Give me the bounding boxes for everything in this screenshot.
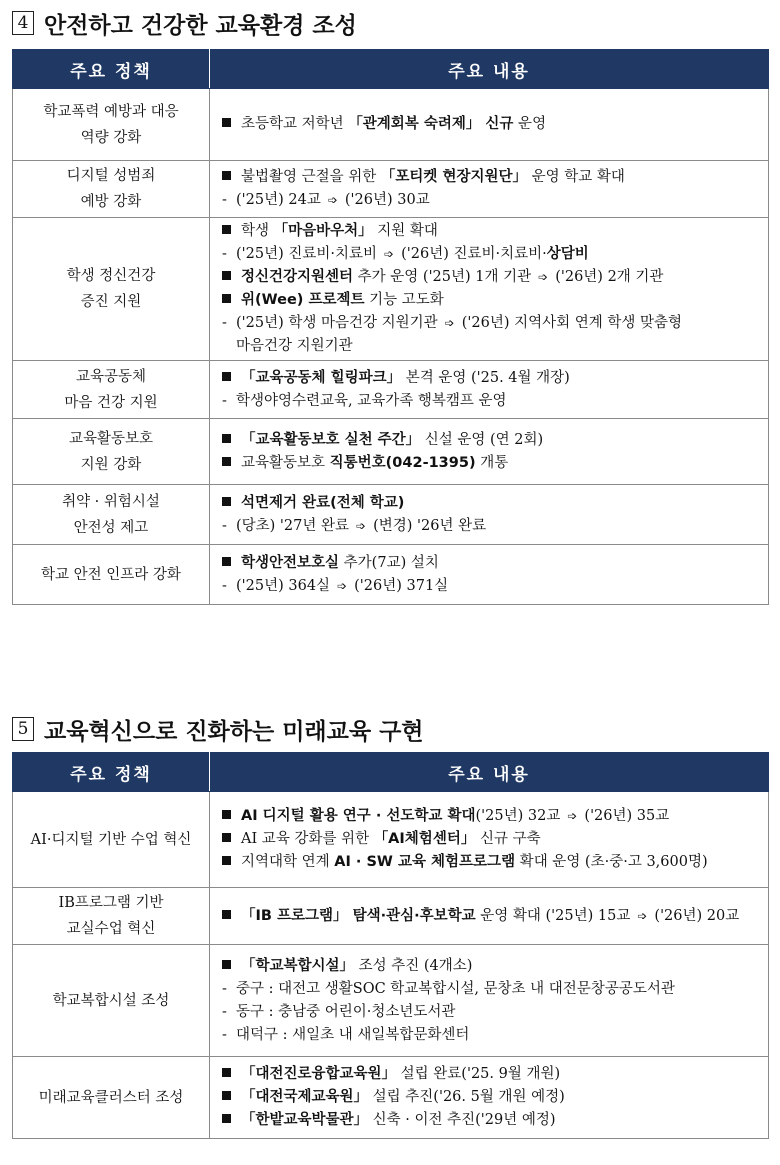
arrow-icon: ➩ <box>384 247 395 261</box>
bullet-item <box>222 166 760 189</box>
bullet-item <box>222 492 760 515</box>
emphasis-text: 「교육공동체 힐링파크」 <box>241 369 402 386</box>
text: 신규 구축 <box>475 831 541 847</box>
content-cell <box>210 89 769 161</box>
policy-cell <box>13 485 210 545</box>
text: 초등학교 저학년 <box>241 116 349 132</box>
policy-text: 마음 건강 지원 <box>64 394 158 411</box>
content-cell <box>210 218 769 361</box>
arrow-icon: ➩ <box>538 270 549 284</box>
content-cell <box>210 792 769 888</box>
text: ('26년) 2개 기관 <box>555 269 664 285</box>
square-bullet-icon <box>222 856 231 865</box>
sub-item <box>222 312 760 335</box>
table-row <box>13 361 769 419</box>
bullet-item <box>222 1086 760 1109</box>
dash-marker: - <box>222 246 227 262</box>
square-bullet-icon <box>222 457 231 466</box>
emphasis-text: 「학교복합시설」 <box>241 957 355 974</box>
section-4-title-text: 안전하고 건강한 교육환경 조성 <box>44 12 357 39</box>
section-4-table <box>12 49 769 605</box>
square-bullet-icon <box>222 118 231 127</box>
text: 학생 <box>241 223 274 239</box>
policy-text: 학교복합시설 조성 <box>52 992 170 1009</box>
table-row <box>13 545 769 605</box>
content-cell <box>210 545 769 605</box>
square-bullet-icon <box>222 1068 231 1077</box>
content-cell <box>210 888 769 945</box>
text: 설립 추진('26. 5월 개원 예정) <box>368 1089 565 1105</box>
square-bullet-icon <box>222 171 231 180</box>
text: (당초) '27년 완료 <box>236 517 350 534</box>
section-4-body <box>13 89 769 605</box>
bullet-item <box>222 905 760 928</box>
table-row <box>13 161 769 218</box>
bullet-item <box>222 805 760 828</box>
policy-text: 예방 강화 <box>80 194 142 210</box>
arrow-icon: ➩ <box>444 316 455 330</box>
policy-text: AI·디지털 기반 수업 혁신 <box>30 831 192 848</box>
section-4 <box>12 6 768 605</box>
text: 마음건강 지원기관 <box>236 338 353 354</box>
sub-item <box>222 243 760 266</box>
text: ('26년) 30교 <box>344 192 430 208</box>
text: ('25년) 학생 마음건강 지원기관 <box>236 315 438 331</box>
text: 본격 운영 ('25. 4월 개장) <box>401 369 570 386</box>
table-row <box>13 792 769 888</box>
emphasis-text: 「마음바우처」 <box>273 223 373 239</box>
text: ('26년) 지역사회 연계 학생 맞춤형 <box>461 315 682 331</box>
text: 운영 확대 ('25년) 15교 <box>475 907 631 924</box>
square-bullet-icon <box>222 960 231 969</box>
text: 기능 고도화 <box>364 292 444 308</box>
emphasis-text: AI 디지털 활용 연구 · 선도학교 확대 <box>241 808 476 824</box>
text: 중구 : 대전고 생활SOC 학교복합시설, 문창초 내 대전문창공공도서관 <box>236 980 675 997</box>
square-bullet-icon <box>222 910 231 919</box>
text: 운영 학교 확대 <box>527 169 625 185</box>
policy-text: 학교폭력 예방과 대응 <box>43 103 179 120</box>
section-4-title <box>12 6 768 40</box>
text: 신설 운영 (연 2회) <box>420 431 544 448</box>
square-bullet-icon <box>222 434 231 443</box>
text: 추가 운영 ('25년) 1개 기관 <box>353 269 532 285</box>
emphasis-text: 「한밭교육박물관」 <box>241 1112 369 1128</box>
header-content: 주요 내용 <box>210 50 769 89</box>
bullet-item <box>222 828 760 851</box>
policy-cell <box>13 945 210 1057</box>
policy-cell <box>13 792 210 888</box>
square-bullet-icon <box>222 372 231 381</box>
text: AI 교육 강화를 위한 <box>241 831 374 847</box>
sub-item <box>222 390 760 413</box>
text: 대덕구 : 새일초 내 새일복합문화센터 <box>236 1026 470 1043</box>
bullet-item <box>222 1063 760 1086</box>
emphasis-text: AI · SW 교육 체험프로그램 <box>334 854 516 870</box>
emphasis-text: 석면제거 완료(전체 학교) <box>241 494 405 511</box>
policy-text: 안전성 제고 <box>73 519 149 536</box>
sub-item <box>222 335 760 358</box>
bullet-item <box>222 220 760 243</box>
header-row <box>13 50 769 89</box>
sub-item <box>222 575 760 598</box>
table-row <box>13 485 769 545</box>
emphasis-text: 학생안전보호실 <box>241 554 340 571</box>
content-cell <box>210 161 769 218</box>
header-policy: 주요 정책 <box>13 753 210 792</box>
square-bullet-icon <box>222 271 231 280</box>
dash-marker: - <box>222 1026 227 1043</box>
emphasis-text: 「IB 프로그램」 탐색·관심·후보학교 <box>241 907 476 924</box>
section-5-title <box>12 712 768 746</box>
policy-cell <box>13 545 210 605</box>
dash-marker: - <box>222 192 227 208</box>
policy-cell <box>13 361 210 419</box>
sub-item <box>222 189 760 212</box>
text: ('26년) 20교 <box>654 907 740 924</box>
sub-item <box>222 1001 760 1024</box>
text: ('26년) 진료비·치료비· <box>401 246 547 262</box>
policy-text: 교육공동체 <box>75 368 147 385</box>
bullet-item <box>222 452 760 475</box>
sub-item <box>222 978 760 1001</box>
arrow-icon: ➩ <box>567 809 578 823</box>
arrow-icon: ➩ <box>637 908 648 923</box>
arrow-icon: ➩ <box>337 578 348 593</box>
text: 신축 · 이전 추진('29년 예정) <box>368 1112 556 1128</box>
square-bullet-icon <box>222 833 231 842</box>
policy-cell <box>13 161 210 218</box>
policy-cell <box>13 89 210 161</box>
bullet-item <box>222 113 760 136</box>
policy-cell <box>13 218 210 361</box>
section-5-body <box>13 792 769 1139</box>
bullet-item <box>222 429 760 452</box>
policy-text: 역량 강화 <box>80 129 142 146</box>
content-cell <box>210 945 769 1057</box>
emphasis-text: 직통번호(042-1395) <box>329 454 476 471</box>
arrow-icon: ➩ <box>356 518 367 533</box>
text: ('25년) 진료비·치료비 <box>236 246 378 262</box>
text: ('26년) 35교 <box>584 808 670 824</box>
dash-marker: - <box>222 577 227 594</box>
emphasis-text: 상담비 <box>546 246 589 262</box>
text: ('25년) 24교 <box>236 192 321 208</box>
square-bullet-icon <box>222 1114 231 1123</box>
policy-text: IB프로그램 기반 <box>58 895 164 911</box>
policy-text: 취약 · 위험시설 <box>62 493 160 510</box>
bullet-item <box>222 266 760 289</box>
text: ('26년) 371실 <box>354 577 449 594</box>
arrow-icon: ➩ <box>327 193 338 207</box>
header-row <box>13 753 769 792</box>
sub-item <box>222 515 760 538</box>
policy-text: 지원 강화 <box>80 456 142 473</box>
section-5-number: 5 <box>12 717 34 741</box>
content-cell <box>210 485 769 545</box>
bullet-item <box>222 289 760 312</box>
content-cell <box>210 361 769 419</box>
bullet-item <box>222 552 760 575</box>
square-bullet-icon <box>222 225 231 234</box>
text: 설립 완료('25. 9월 개원) <box>396 1066 561 1082</box>
sub-item <box>222 1024 760 1047</box>
text: 불법촬영 근절을 위한 <box>241 169 381 185</box>
table-row <box>13 218 769 361</box>
emphasis-text: 「교육활동보호 실천 주간」 <box>241 431 421 448</box>
policy-text: 교육활동보호 <box>68 430 154 447</box>
emphasis-text: 「관계회복 숙려제」 신규 <box>348 116 514 132</box>
content-cell <box>210 419 769 485</box>
policy-text: 디지털 성범죄 <box>66 168 156 184</box>
emphasis-text: 「AI체험센터」 <box>373 831 476 847</box>
section-4-number: 4 <box>12 11 34 35</box>
emphasis-text: 위(Wee) 프로젝트 <box>241 292 365 308</box>
text: 운영 <box>513 116 547 132</box>
table-row <box>13 888 769 945</box>
header-content: 주요 내용 <box>210 753 769 792</box>
dash-marker: - <box>222 980 227 997</box>
emphasis-text: 「포티켓 현장지원단」 <box>380 169 527 185</box>
text: 조성 추진 (4개소) <box>354 957 473 974</box>
header-policy: 주요 정책 <box>13 50 210 89</box>
text: 지역대학 연계 <box>241 854 335 870</box>
emphasis-text: 정신건강지원센터 <box>241 269 354 285</box>
dash-marker: - <box>222 315 227 331</box>
table-row <box>13 945 769 1057</box>
square-bullet-icon <box>222 1091 231 1100</box>
policy-text: 교실수업 혁신 <box>66 921 156 937</box>
text: 동구 : 충남중 어린이·청소년도서관 <box>236 1003 456 1020</box>
text: 추가(7교) 설치 <box>339 554 439 571</box>
policy-text: 미래교육클러스터 조성 <box>38 1089 184 1106</box>
bullet-item <box>222 367 760 390</box>
text: 교육활동보호 <box>241 454 330 471</box>
table-row <box>13 89 769 161</box>
table-row <box>13 419 769 485</box>
square-bullet-icon <box>222 810 231 819</box>
dash-marker: - <box>222 1003 227 1020</box>
text: ('25년) 364실 <box>236 577 331 594</box>
bullet-item <box>222 955 760 978</box>
policy-cell <box>13 888 210 945</box>
text: 학생야영수련교육, 교육가족 행복캠프 운영 <box>236 392 507 409</box>
policy-cell <box>13 419 210 485</box>
policy-cell <box>13 1057 210 1139</box>
section-5-table <box>12 752 769 1139</box>
dash-marker: - <box>222 517 227 534</box>
text: 확대 운영 (초·중·고 3,600명) <box>515 854 708 870</box>
text: (변경) '26년 완료 <box>373 517 487 534</box>
policy-text: 학생 정신건강 <box>66 268 156 284</box>
text: 개통 <box>475 454 509 471</box>
policy-text: 증진 지원 <box>80 294 142 310</box>
square-bullet-icon <box>222 294 231 303</box>
section-5-title-text: 교육혁신으로 진화하는 미래교육 구현 <box>44 718 424 745</box>
dash-marker: - <box>222 392 227 409</box>
text: ('25년) 32교 <box>475 808 561 824</box>
bullet-item <box>222 851 760 874</box>
text: 지원 확대 <box>372 223 438 239</box>
policy-text: 학교 안전 인프라 강화 <box>41 566 181 583</box>
content-cell <box>210 1057 769 1139</box>
bullet-item <box>222 1109 760 1132</box>
section-5 <box>12 712 768 1139</box>
square-bullet-icon <box>222 497 231 506</box>
square-bullet-icon <box>222 557 231 566</box>
table-row <box>13 1057 769 1139</box>
emphasis-text: 「대전진로융합교육원」 <box>241 1066 397 1082</box>
emphasis-text: 「대전국제교육원」 <box>241 1089 369 1105</box>
